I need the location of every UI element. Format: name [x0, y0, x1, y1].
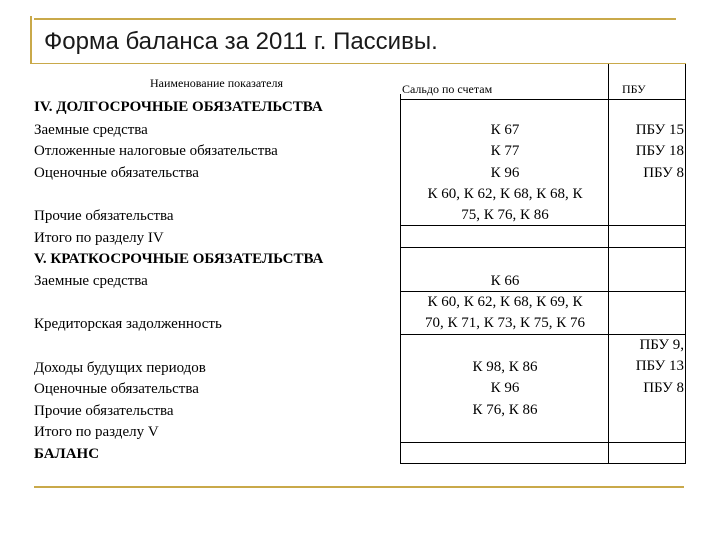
grid-vline-2 [608, 64, 609, 464]
slide-frame-left-rule [30, 16, 32, 64]
account-cell: К 98, К 86 [472, 359, 538, 375]
row-label: Заемные средства [34, 273, 148, 289]
row-label: Итого по разделу V [34, 424, 159, 440]
header-balance: Сальдо по счетам [402, 82, 493, 96]
grid-hline [400, 247, 686, 248]
row-label-section-v: V. КРАТКОСРОЧНЫЕ ОБЯЗАТЕЛЬСТВА [34, 251, 324, 267]
balance-table [30, 64, 686, 464]
account-cell: К 60, К 62, К 68, К 69, К [427, 294, 583, 310]
account-cell: К 96 [490, 380, 520, 396]
account-cell: 70, К 71, К 73, К 75, К 76 [424, 315, 586, 331]
grid-hline [400, 442, 686, 443]
row-label: Заемные средства [34, 122, 148, 138]
account-cell: К 66 [490, 273, 520, 289]
pbu-cell: ПБУ 15 [635, 122, 684, 138]
grid-vline-1 [400, 94, 401, 464]
pbu-cell: ПБУ 18 [635, 143, 684, 159]
row-label: Оценочные обязательства [34, 381, 199, 397]
pbu-cell: ПБУ 13 [635, 358, 684, 374]
row-label: Оценочные обязательства [34, 165, 199, 181]
row-label: Кредиторская задолженность [34, 316, 222, 332]
header-indicator: Наименование показателя [150, 76, 283, 90]
row-label: Прочие обязательства [34, 208, 174, 224]
grid-vline-3 [685, 64, 686, 464]
row-label-balance: БАЛАНС [34, 446, 100, 462]
account-cell: К 77 [490, 143, 520, 159]
slide-frame-top-rule [34, 18, 676, 20]
account-cell: К 67 [490, 122, 520, 138]
row-label: Доходы будущих периодов [34, 360, 206, 376]
account-cell: К 96 [490, 165, 520, 181]
account-cell: 75, К 76, К 86 [461, 207, 549, 223]
row-label-section-iv: IV. ДОЛГОСРОЧНЫЕ ОБЯЗАТЕЛЬСТВА [34, 99, 323, 115]
bottom-rule [34, 486, 684, 488]
pbu-cell: ПБУ 8 [643, 165, 684, 181]
row-label: Прочие обязательства [34, 403, 174, 419]
pbu-cell: ПБУ 8 [643, 380, 684, 396]
account-cell: К 76, К 86 [472, 402, 538, 418]
grid-hline [400, 463, 686, 464]
slide-title: Форма баланса за 2011 г. Пассивы. [44, 28, 438, 55]
row-label: Отложенные налоговые обязательства [34, 143, 278, 159]
row-label: Итого по разделу IV [34, 230, 164, 246]
grid-hline [400, 99, 686, 100]
header-pbu: ПБУ [622, 82, 646, 96]
account-cell: К 60, К 62, К 68, К 68, К [427, 186, 583, 202]
pbu-cell: ПБУ 9, [639, 337, 684, 353]
